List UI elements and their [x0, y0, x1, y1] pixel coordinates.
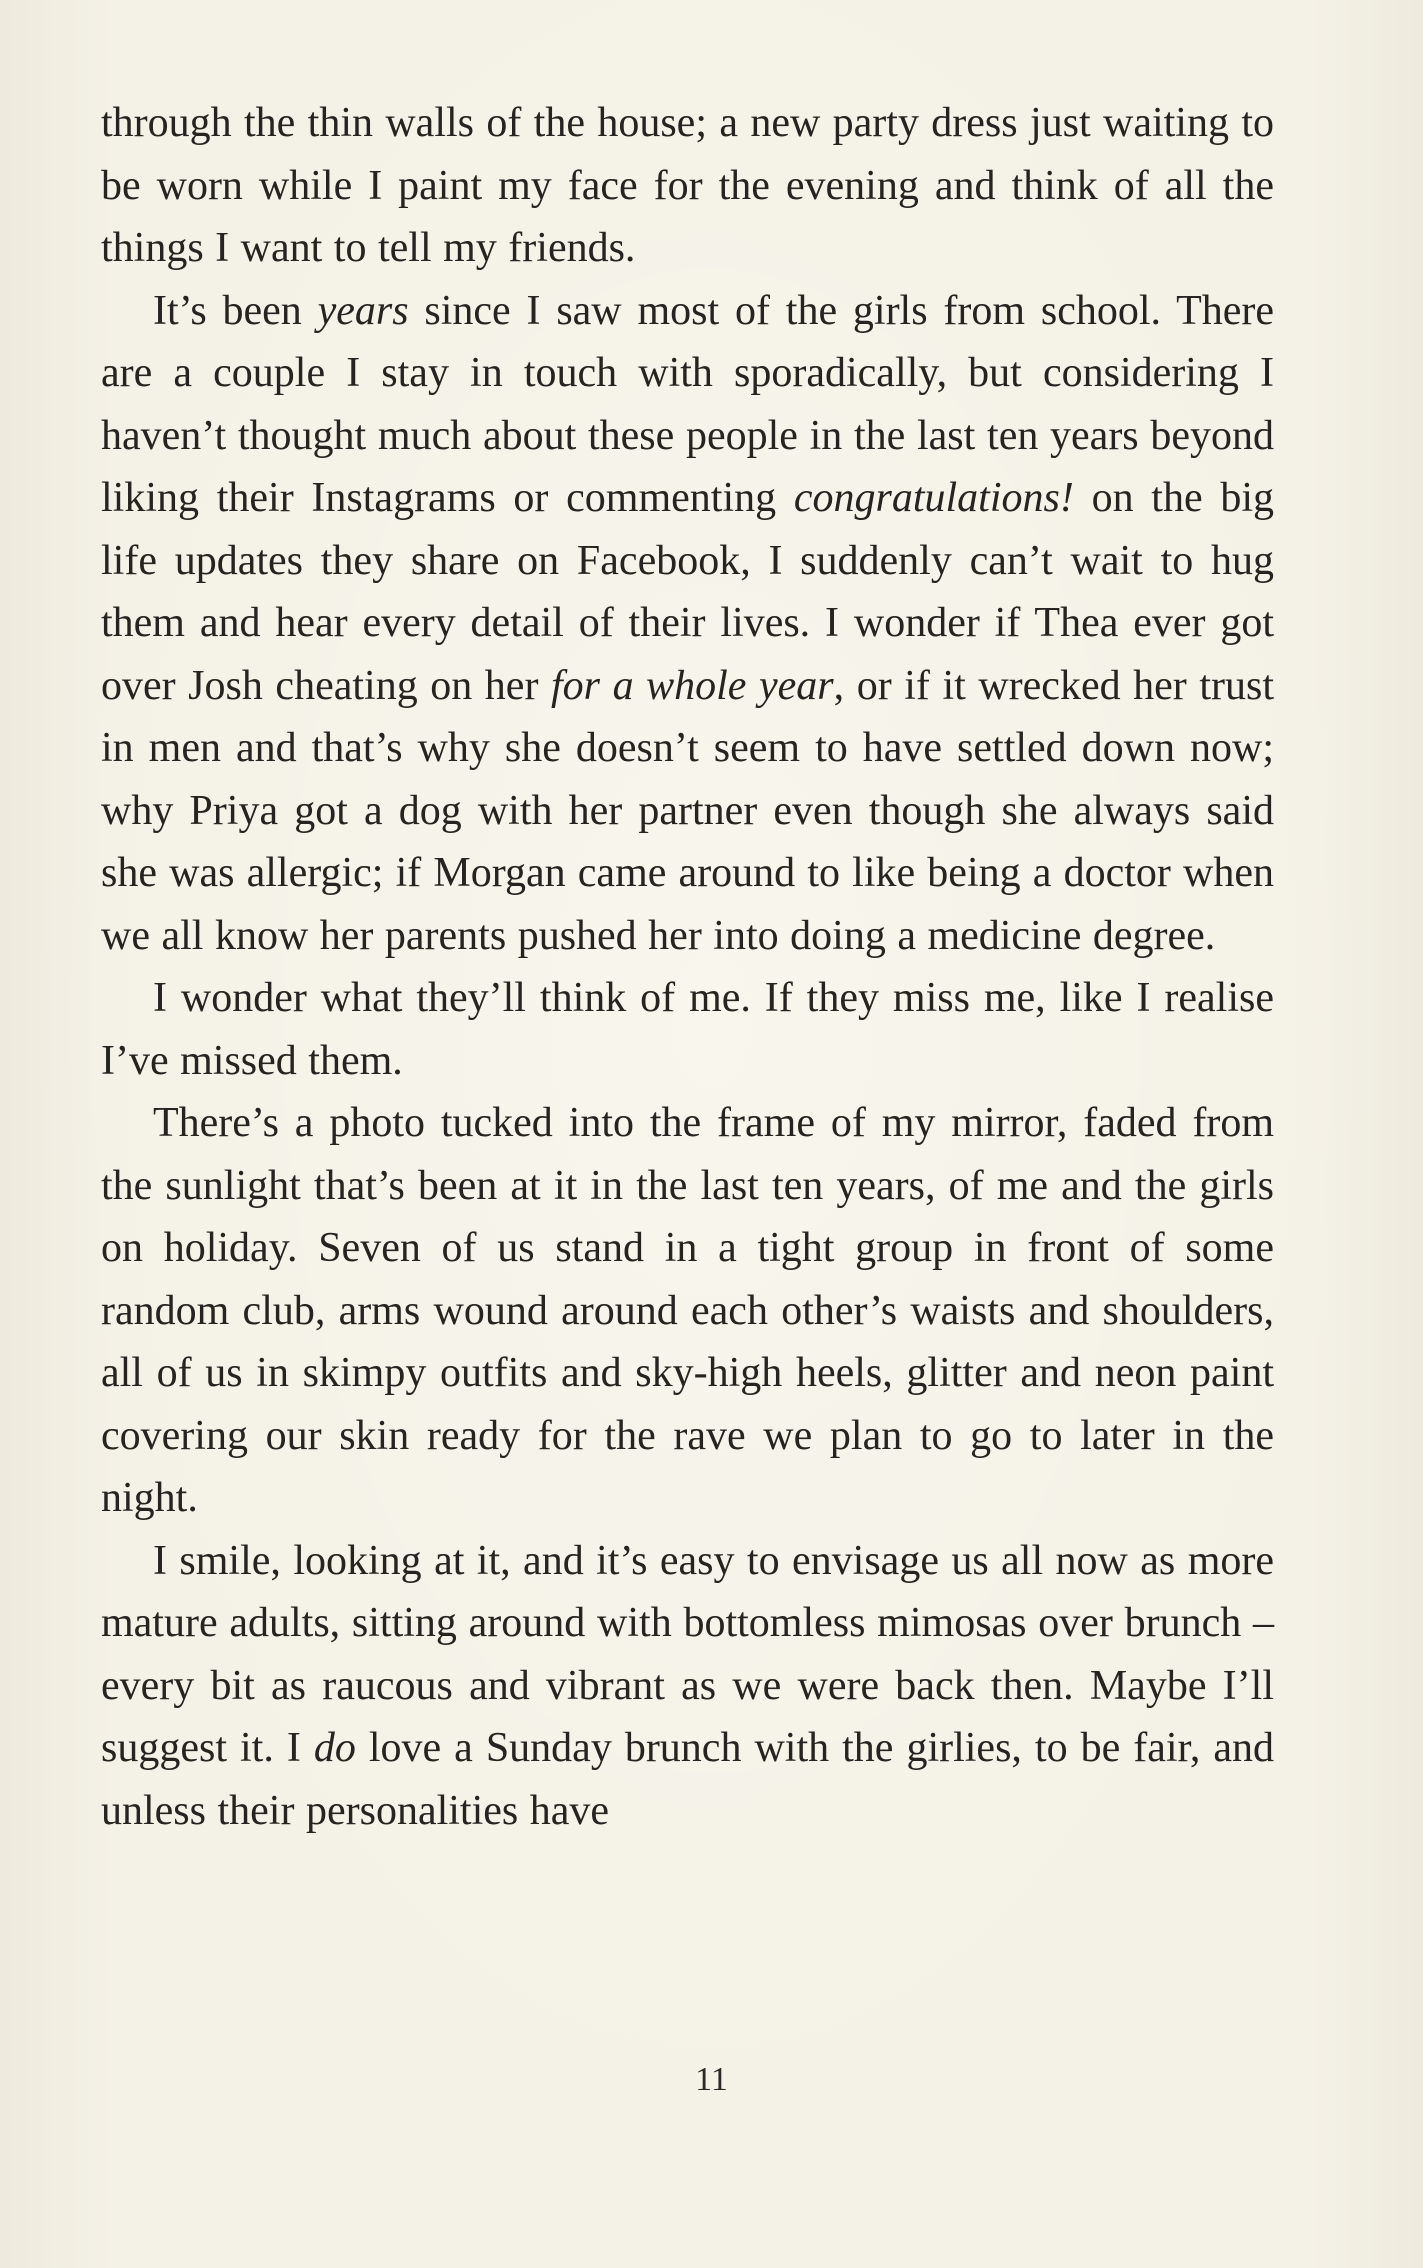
text-run: , or if it wrecked her trust in men and that’s why she doesn’t seem to have settled down now; why Priya got a dog with her partner even though she always said she was allergic; if Morgan came around to like being a doctor when we all know her parents pushed her into doing a medicine degree.	[101, 662, 1274, 959]
italic-text-run: for a whole year	[551, 662, 834, 709]
text-run: since I saw most of the girls from school. There are a couple I stay in touch with sporadically, but considering I haven’t thought much about these people in the last ten years beyond liking their Instagrams or commenting	[101, 287, 1274, 521]
text-run: There’s a photo tucked into the frame of my mirror, faded from the sunlight that’s been at it in the last ten years, of me and the girls on holiday. Seven of us stand in a tight group in front of some random club, arms wound around each other’s waists and shoulders, all of us in skimpy outfits and sky-high heels, glitter and neon paint covering our skin ready for the rave we plan to go to later in the night.	[101, 1100, 1274, 1521]
text-run: on the big life updates they share on Facebook, I suddenly can’t wait to hug them and hear every detail of their lives. I wonder if Thea ever got over Josh cheating on her	[101, 475, 1275, 709]
italic-text-run: congratulations!	[793, 475, 1074, 521]
text-run: I smile, looking at it, and it’s easy to envisage us all now as more mature adults, sitting around with bottomless mimosas over brunch – every bit as raucous and vibrant as we were back then. Maybe I’ll suggest it. I	[101, 1537, 1274, 1771]
paragraph	[101, 1530, 1274, 1843]
text-run: It’s been	[153, 287, 318, 334]
paragraph	[101, 92, 1274, 280]
body-text	[101, 92, 1274, 1842]
italic-text-run: years	[317, 287, 409, 334]
italic-text-run: do	[313, 1725, 356, 1771]
text-run: love a Sunday brunch with the girlies, to be fair, and unless their personalities have	[101, 1725, 1274, 1834]
page-number: 11	[695, 2061, 728, 2098]
paragraph	[101, 280, 1274, 968]
text-run: I wonder what they’ll think of me. If they miss me, like I realise I’ve missed them.	[101, 975, 1274, 1084]
text-run: through the thin walls of the house; a new party dress just waiting to be worn while I paint my face for the evening and think of all the things I want to tell my friends.	[101, 100, 1274, 271]
paragraph	[101, 967, 1274, 1092]
paragraph	[101, 1092, 1274, 1530]
